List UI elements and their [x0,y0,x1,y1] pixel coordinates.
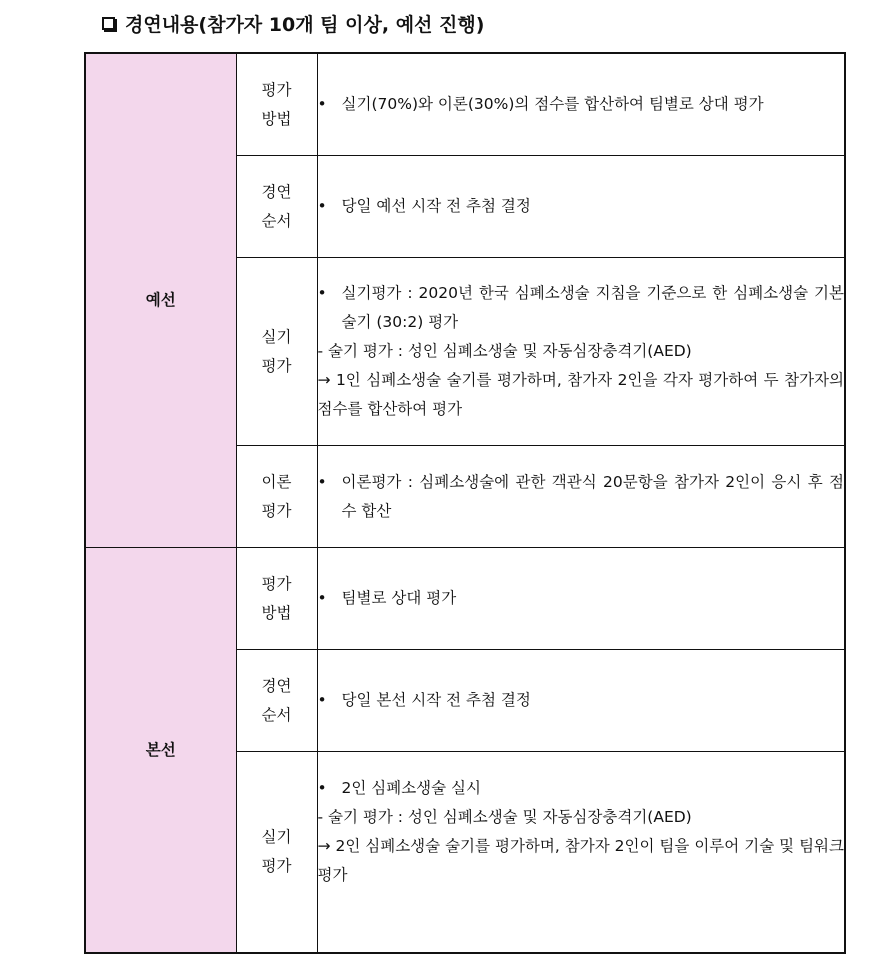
row-content-cell [317,548,845,650]
row-label-text: 평가 [261,80,292,99]
bullet-item [318,192,845,221]
table-row [85,548,845,650]
bullet-item [318,686,845,715]
row-label-text: 방법 [261,109,292,128]
bullet-dot-icon: • [317,779,327,797]
bullet-text: 실기(70%)와 이론(30%)의 점수를 합산하여 팀별로 상대 평가 [341,95,764,113]
bullet-item [318,279,845,337]
bullet-item [318,468,845,526]
detail-line: - 술기 평가 : 성인 심폐소생술 및 자동심장충격기(AED) [317,342,692,360]
section-heading [102,10,484,37]
bullet-dot-icon: • [317,95,327,113]
row-content-cell [317,752,845,954]
stage-cell: 예선 [85,53,236,548]
row-label-text: 실기 [261,327,292,346]
row-label-text: 평가 [261,501,292,520]
row-label-text: 경연 [261,676,292,695]
checkbox-square-icon [102,17,115,30]
row-label-cell [236,258,317,446]
row-label-text: 이론 [261,472,292,491]
bullet-item [318,90,845,119]
row-label-text: 실기 [261,828,292,846]
bullet-text: 이론평가 : 심폐소생술에 관한 객관식 20문항을 참가자 2인이 응시 후 점수 합산 [341,472,844,520]
row-label-cell [236,548,317,650]
row-label-cell [236,752,317,954]
bullet-text: 실기평가 : 2020년 한국 심폐소생술 지침을 기준으로 한 심폐소생술 기본 술기 (30:2) 평가 [341,284,844,331]
row-content-cell [317,446,845,548]
row-label-cell [236,156,317,258]
row-label-text: 경연 [261,182,292,201]
row-content-cell [317,650,845,752]
heading-text: 경연내용(참가자 10개 팀 이상, 예선 진행) [125,14,485,36]
stage-cell: 본선 [85,548,236,954]
row-label-text: 순서 [261,705,292,724]
bullet-item [318,584,845,613]
row-label-text: 평가 [261,574,292,593]
row-label-cell [236,53,317,156]
row-label-text: 평가 [261,857,292,875]
bullet-item [318,774,845,803]
bullet-text: 팀별로 상대 평가 [341,589,457,607]
table-row [85,53,845,156]
bullet-dot-icon: • [317,472,327,491]
bullet-dot-icon: • [317,284,327,302]
detail-line: → 2인 심폐소생술 술기를 평가하며, 참가자 2인이 팀을 이루어 기술 및 팀워크 평가 [317,837,844,884]
row-label-cell [236,446,317,548]
bullet-text: 2인 심폐소생술 실시 [341,779,482,797]
detail-line: → 1인 심폐소생술 술기를 평가하며, 참가자 2인을 각자 평가하여 두 참가자의 점수를 합산하여 평가 [317,371,844,418]
bullet-dot-icon: • [317,691,327,709]
bullet-dot-icon: • [317,589,327,607]
competition-table [84,52,846,954]
bullet-dot-icon: • [317,197,327,215]
row-label-cell [236,650,317,752]
row-content-cell [317,53,845,156]
row-label-text: 방법 [261,603,292,622]
row-content-cell [317,156,845,258]
row-content-cell [317,258,845,446]
bullet-text: 당일 본선 시작 전 추첨 결정 [341,691,531,709]
row-label-text: 평가 [261,356,292,375]
detail-line: - 술기 평가 : 성인 심폐소생술 및 자동심장충격기(AED) [317,808,692,826]
bullet-text: 당일 예선 시작 전 추첨 결정 [341,197,531,215]
row-label-text: 순서 [261,211,292,230]
